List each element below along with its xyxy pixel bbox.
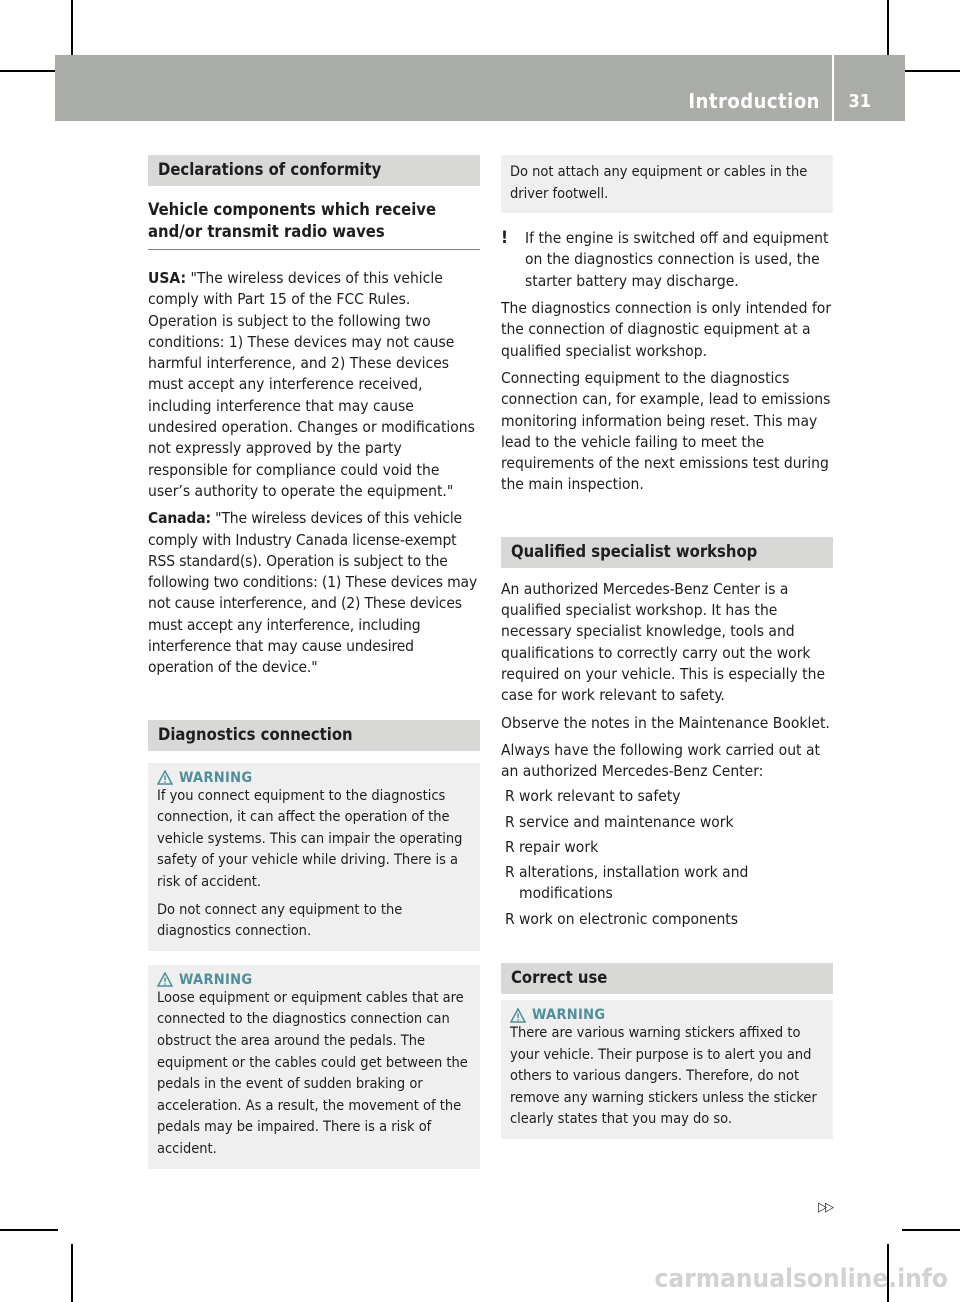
- usa-text: "The wireless devices of this vehicle comply with Part 15 of the FCC Rules. Operation is subject to the following two conditions: 1) These devices may not cause harmful interference, and 2) These devices must accept any interference received, including interference that may cause undesired operation. Changes or modifications not expressly approved by the party responsible for compliance could void the user’s authority to operate the equipment.": [148, 269, 475, 500]
- list-item-text: work relevant to safety: [519, 787, 681, 806]
- list-item-text: work on electronic components: [519, 909, 739, 928]
- warning-header: [157, 972, 472, 988]
- page-number: 31: [848, 91, 871, 112]
- paragraph: Observe the notes in the Maintenance Booklet.: [501, 713, 830, 732]
- list-item: [501, 862, 833, 905]
- bullet-marker: R: [505, 812, 515, 831]
- bullet-list: [501, 786, 833, 930]
- bullet-marker: R: [505, 863, 515, 882]
- warning-text: There are various warning stickers affixed to your vehicle. Their purpose is to alert you and others to various dangers. Therefore, do not remove any warning stickers unless the sticker clearly states that you may do so.: [510, 1025, 817, 1128]
- subheading-radio-components: Vehicle components which receive and/or transmit radio waves: [148, 199, 480, 250]
- canada-paragraph: [148, 508, 480, 678]
- note-icon: !: [501, 228, 508, 249]
- crop-mark: [71, 0, 73, 58]
- warning-title: WARNING: [179, 971, 253, 988]
- crop-mark: [902, 1229, 960, 1231]
- warning-text: If you connect equipment to the diagnostics connection, it can affect the operation of the vehicle systems. This can impair the operating safety of your vehicle while driving. There is a risk of accident.: [157, 787, 463, 891]
- right-column: [501, 155, 833, 1139]
- canada-label: Canada:: [148, 509, 211, 528]
- warning-title: WARNING: [179, 769, 253, 786]
- canada-text: "The wireless devices of this vehicle comply with Industry Canada license-exempt RSS standard(s). Operation is subject to the following two conditions: (1) These devices may not cause interference, and (2) These devices must accept any interference, including interference that may cause undesired operation of the device.": [148, 509, 478, 677]
- list-item: [501, 909, 833, 930]
- crop-mark: [887, 0, 889, 58]
- note-text: If the engine is switched off and equipment on the diagnostics connection is used, the starter battery may discharge.: [525, 229, 829, 290]
- bullet-marker: R: [505, 837, 515, 856]
- bullet-marker: R: [505, 787, 515, 806]
- section-title: Introduction: [688, 89, 820, 113]
- section-heading-correct-use: Correct use: [501, 963, 833, 994]
- warning-box: [148, 965, 480, 1169]
- continue-arrows-icon: ▷▷: [818, 1200, 832, 1215]
- list-item-text: alterations, installation work and modifications: [519, 863, 749, 903]
- warning-title: WARNING: [532, 1007, 606, 1024]
- usa-label: USA:: [148, 269, 187, 287]
- section-heading-workshop: Qualified specialist workshop: [501, 537, 833, 568]
- warning-text: Do not attach any equipment or cables in the driver footwell.: [510, 164, 808, 202]
- crop-mark: [71, 1244, 73, 1302]
- paragraph: Connecting equipment to the diagnostics connection can, for example, lead to emissions monitoring information being reset. This may lead to the vehicle failing to meet the requirements of the next emissions test during the main inspection.: [501, 368, 831, 494]
- note: [501, 228, 833, 292]
- left-column: [148, 155, 480, 1169]
- warning-text: Do not connect any equipment to the diagnostics connection.: [157, 901, 403, 940]
- crop-mark: [0, 1229, 58, 1231]
- bullet-marker: R: [505, 909, 515, 928]
- list-item: [501, 786, 833, 807]
- list-item: [501, 837, 833, 858]
- warning-header: [510, 1007, 825, 1023]
- crop-mark: [902, 70, 960, 72]
- section-heading-declarations: Declarations of conformity: [148, 155, 480, 186]
- header-divider: [832, 55, 834, 121]
- section-heading-diagnostics: Diagnostics connection: [148, 720, 480, 751]
- list-item-text: service and maintenance work: [519, 812, 734, 831]
- paragraph: Always have the following work carried out at an authorized Mercedes-Benz Center:: [501, 740, 820, 781]
- warning-triangle-icon: [157, 972, 173, 987]
- paragraph: The diagnostics connection is only intended for the connection of diagnostic equipment at a qualified specialist workshop.: [501, 299, 832, 360]
- warning-triangle-icon: [510, 1008, 526, 1023]
- warning-text: Loose equipment or equipment cables that are connected to the diagnostics connection can obstruct the area around the pedals. The equipment or the cables could get between the pedals in the event of sudden braking or acceleration. As a result, the movement of the pedals may be impaired. There is a risk of accident.: [157, 989, 468, 1157]
- usa-paragraph: [148, 268, 480, 502]
- paragraph: An authorized Mercedes-Benz Center is a qualified specialist workshop. It has the necessary specialist knowledge, tools and qualifications to correctly carry out the work required on your vehicle. This is especially the case for work relevant to safety.: [501, 579, 826, 705]
- warning-triangle-icon: [157, 770, 173, 785]
- warning-box: [148, 763, 480, 951]
- list-item: [501, 812, 833, 833]
- warning-header: [157, 770, 472, 786]
- page-header: [55, 55, 905, 121]
- warning-box: [501, 1000, 833, 1139]
- list-item-text: repair work: [519, 837, 599, 856]
- warning-box-continued: [501, 155, 833, 213]
- watermark: carmanualsonline.info: [654, 1264, 948, 1294]
- crop-mark: [0, 70, 58, 72]
